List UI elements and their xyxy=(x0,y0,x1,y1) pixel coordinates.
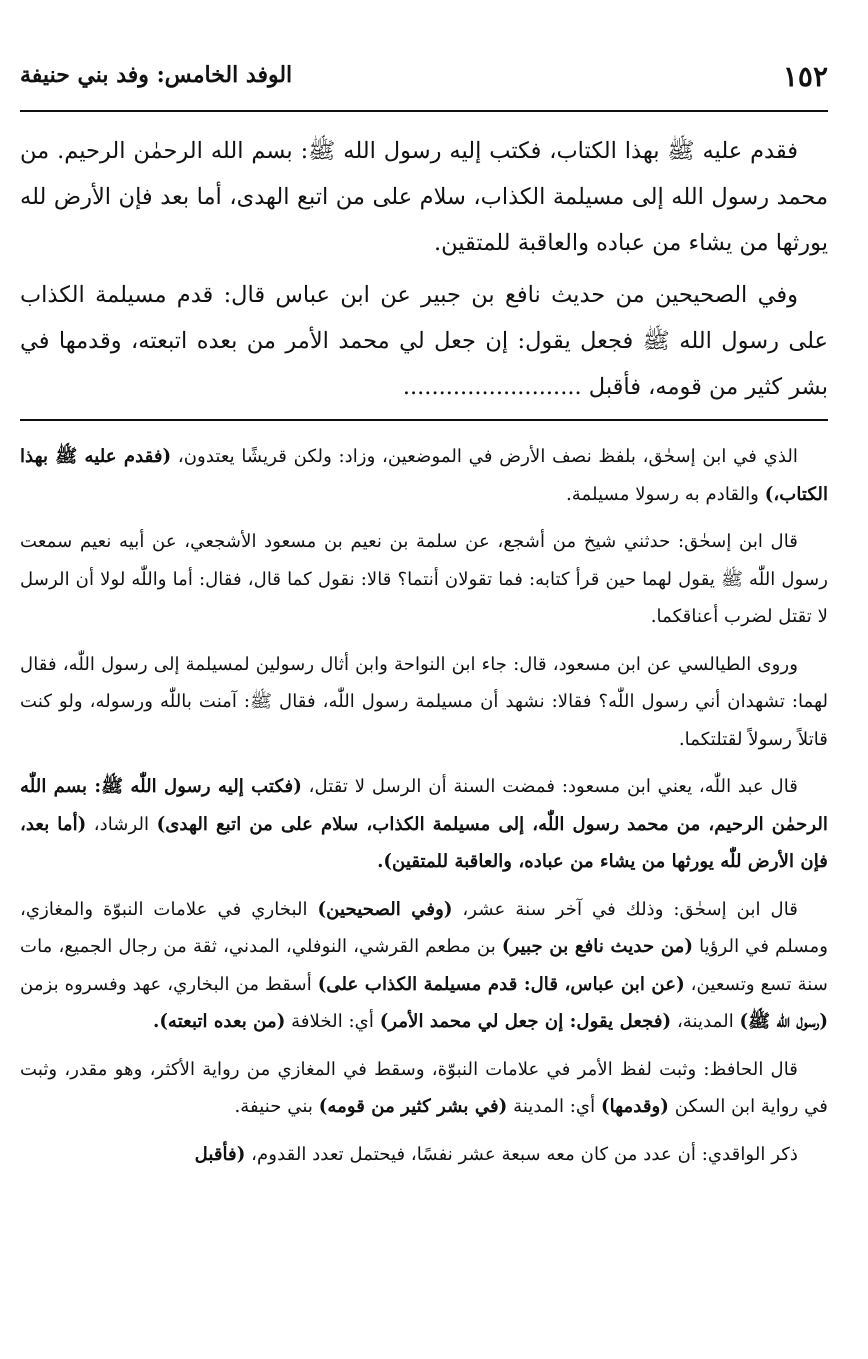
quoted-matn: (وفي الصحيحين) xyxy=(317,898,453,920)
commentary-span: أي: المدينة xyxy=(507,1096,601,1117)
commentary-span: قال عبد اللّٰه، يعني ابن مسعود: فمضت السنة أن الرسل لا تقتل، xyxy=(301,776,798,797)
commentary-span: قال ابن إسحٰق: وذلك في آخر سنة عشر، xyxy=(452,898,798,920)
commentary-paragraph xyxy=(20,438,828,513)
commentary-span: ذكر الواقدي: أن عدد من كان معه سبعة عشر نفسًا، فيحتمل تعدد القدوم، xyxy=(245,1143,798,1165)
commentary-span: والقادم به رسولا مسيلمة. xyxy=(566,483,765,505)
commentary-span: قال الحافظ: وثبت لفظ الأمر في علامات النبوّة، وسقط في المغازي من رواية الأكثر، وهو مقدر، وثبت في رواية ابن السكن xyxy=(20,1058,828,1117)
quoted-matn: (فأقبل xyxy=(194,1143,246,1165)
commentary-span: أسقط من البخاري، عهد وفسروه بزمن xyxy=(20,973,318,995)
commentary-text xyxy=(20,438,828,1183)
main-paragraph: فقدم عليه ﷺ بهذا الكتاب، فكتب إليه رسول الله ﷺ: بسم الله الرحمٰن الرحيم. من محمد رسول الله إلى مسيلمة الكذاب، سلام على من اتبع الهدى، أما بعد فإن الأرض لله يورثها من يشاء من عباده والعاقبة للمتقين. xyxy=(20,138,828,256)
main-paragraph: وفي الصحيحين من حديث نافع بن جبير عن ابن عباس قال: قدم مسيلمة الكذاب على رسول الله ﷺ فجعل يقول: إن جعل لي محمد الأمر من بعده اتبعته، وقدمها في بشر كثير من قومه، فأقبل ......................... xyxy=(20,282,828,400)
quoted-matn: (من حديث نافع بن جبير) xyxy=(501,936,694,957)
page-header xyxy=(20,58,828,102)
commentary-span: أي: الخلافة xyxy=(285,1011,380,1032)
quoted-matn: (وقدمها) xyxy=(601,1096,669,1117)
commentary-span: الذي في ابن إسحٰق، بلفظ نصف الأرض في الموضعين، وزاد: ولكن قريشًا يعتدون، xyxy=(171,446,798,467)
commentary-paragraph xyxy=(20,891,828,1041)
quoted-matn: (رسول اللّٰه ﷺ) xyxy=(739,1011,828,1032)
commentary-paragraph xyxy=(20,1051,828,1126)
commentary-span: الرشاد، xyxy=(86,813,157,835)
commentary-paragraph: وروى الطيالسي عن ابن مسعود، قال: جاء ابن النواحة وابن أثال رسولين لمسيلمة إلى رسول اللّٰه، فقال لهما: تشهدان أني رسول اللّٰه؟ فقالا: نشهد أن مسيلمة رسول اللّٰه، فقال ﷺ: آمنت باللّٰه ورسوله، ولو كنت قاتلاً رسولاً لقتلتكما. xyxy=(20,653,828,750)
commentary-span: بني حنيفة. xyxy=(234,1096,319,1117)
quoted-matn: (أما بعد، فإن الأرض للّٰه يورثها من يشاء من عباده، والعاقبة للمتقين). xyxy=(20,813,828,872)
commentary-paragraph xyxy=(20,768,828,881)
commentary-span: البخاري في علامات النبوّة والمغازي، ومسلم في الرؤيا xyxy=(20,898,828,957)
commentary-span: بن مطعم القرشي، النوفلي، المدني، ثقة من رجال الجميع، مات سنة تسع وتسعين، xyxy=(20,936,828,995)
main-text xyxy=(20,128,828,416)
page-number: ١٥٢ xyxy=(782,60,828,93)
quoted-matn: (فقدم عليه ﷺ بهذا الكتاب،) xyxy=(20,446,828,505)
running-title: الوفد الخامس: وفد بني حنيفة xyxy=(20,62,293,88)
commentary-paragraph xyxy=(20,1136,828,1174)
header-rule xyxy=(20,110,828,112)
commentary-divider xyxy=(20,419,828,421)
quoted-matn: (فجعل يقول: إن جعل لي محمد الأمر) xyxy=(379,1011,672,1032)
quoted-matn: (فكتب إليه رسول اللّٰه ﷺ: بسم اللّٰه الرحمٰن الرحيم، من محمد رسول اللّٰه، إلى مسيلمة الكذاب، سلام على من اتبع الهدى) xyxy=(20,776,828,835)
quoted-matn: (من بعده اتبعته). xyxy=(153,1011,286,1032)
commentary-span: المدينة، xyxy=(671,1011,740,1032)
commentary-paragraph: قال ابن إسحٰق: حدثني شيخ من أشجع، عن سلمة بن نعيم بن مسعود الأشجعي، عن أبيه نعيم سمعت رسول اللّٰه ﷺ يقول لهما حين قرأ كتابه: فما تقولان أنتما؟ قالا: نقول كما قال، فقال: أما واللّٰه لولا أن الرسل لا تقتل لضرب أعناقكما. xyxy=(20,531,828,627)
quoted-matn: (عن ابن عباس، قال: قدم مسيلمة الكذاب على) xyxy=(317,973,685,995)
quoted-matn: (في بشر كثير من قومه) xyxy=(318,1096,508,1117)
